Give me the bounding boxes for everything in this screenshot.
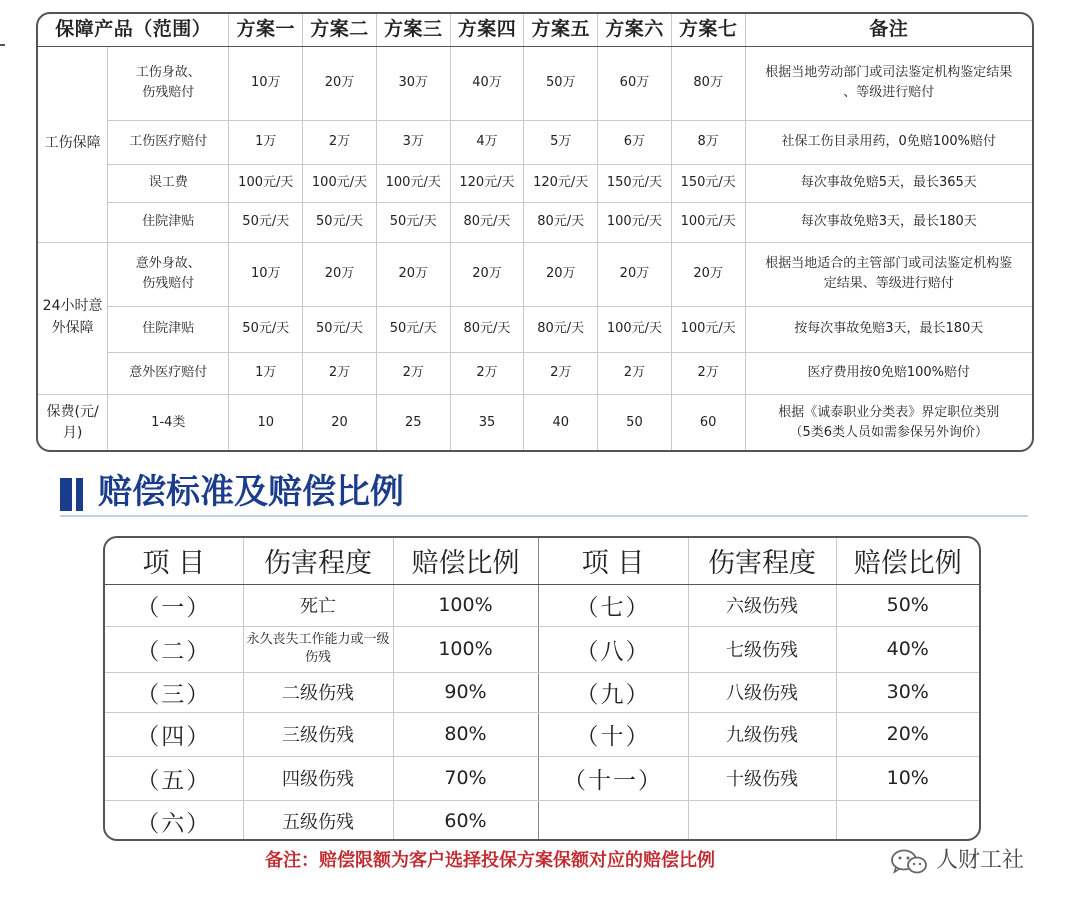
plan-value-cell: 150元/天 <box>671 164 745 202</box>
remark-line: 医疗费用按0免赔100%赔付 <box>807 364 970 380</box>
left-ratio-cell: 100% <box>393 626 538 672</box>
plan-value-cell: 80元/天 <box>524 202 598 242</box>
plan-value-cell: 20 <box>303 394 377 452</box>
header-remark: 备注 <box>745 14 1032 46</box>
corner-mark <box>0 44 5 46</box>
left-item-cell: （六） <box>105 800 243 841</box>
header-plan-6: 方案六 <box>598 14 672 46</box>
header-ratio: 赔偿比例 <box>393 538 538 584</box>
compensation-row <box>105 800 979 841</box>
coverage-item-cell <box>108 394 229 452</box>
coverage-item-line: 工伤医疗赔付 <box>129 133 208 149</box>
plan-value-cell: 100元/天 <box>598 306 672 352</box>
remark-cell <box>745 164 1032 202</box>
plan-value-cell: 50元/天 <box>303 202 377 242</box>
plan-value-cell: 50万 <box>524 46 598 120</box>
right-item-cell: （十一） <box>538 756 688 800</box>
left-severity-cell: 死亡 <box>243 584 393 626</box>
plan-value-cell: 5万 <box>524 120 598 164</box>
plan-value-cell: 20万 <box>450 242 524 306</box>
plan-value-cell: 40万 <box>450 46 524 120</box>
left-item-cell: （一） <box>105 584 243 626</box>
plan-value-cell: 10万 <box>229 46 303 120</box>
coverage-item-cell <box>108 46 229 120</box>
right-severity-cell <box>688 800 836 841</box>
coverage-item-line: 住院津贴 <box>142 320 195 336</box>
right-severity-cell: 十级伤残 <box>688 756 836 800</box>
plan-value-cell: 10 <box>229 394 303 452</box>
left-severity-cell: 二级伤残 <box>243 672 393 712</box>
plan-value-cell: 2万 <box>303 120 377 164</box>
right-ratio-cell: 50% <box>836 584 979 626</box>
left-ratio-cell: 60% <box>393 800 538 841</box>
plan-row <box>38 202 1032 242</box>
left-ratio-cell: 100% <box>393 584 538 626</box>
plan-value-cell: 3万 <box>376 120 450 164</box>
plan-value-cell: 120元/天 <box>450 164 524 202</box>
plan-value-cell: 80元/天 <box>450 202 524 242</box>
plan-value-cell: 2万 <box>450 352 524 394</box>
left-item-cell: （四） <box>105 712 243 756</box>
left-item-cell: （五） <box>105 756 243 800</box>
plan-value-cell: 40 <box>524 394 598 452</box>
footnote: 备注：赔偿限额为客户选择投保方案保额对应的赔偿比例 <box>265 850 715 871</box>
plan-value-cell: 100元/天 <box>671 306 745 352</box>
header-plan-1: 方案一 <box>229 14 303 46</box>
remark-cell <box>745 394 1032 452</box>
plan-header-row <box>38 14 1032 46</box>
coverage-item-line: 伤残赔付 <box>142 276 195 291</box>
plan-value-cell: 2万 <box>524 352 598 394</box>
plan-value-cell: 50 <box>598 394 672 452</box>
right-ratio-cell: 10% <box>836 756 979 800</box>
remark-cell <box>745 46 1032 120</box>
plan-value-cell: 1万 <box>229 120 303 164</box>
plan-value-cell: 100元/天 <box>598 202 672 242</box>
category-cell: 保费(元/月) <box>38 394 108 452</box>
coverage-item-line: 意外身故、 <box>135 255 201 271</box>
plan-value-cell: 60万 <box>598 46 672 120</box>
coverage-item-cell <box>108 242 229 306</box>
right-item-cell <box>538 800 688 841</box>
plan-value-cell: 50元/天 <box>229 306 303 352</box>
section-title: 赔偿标准及赔偿比例 <box>98 472 404 512</box>
remark-line: 定结果、等级进行赔付 <box>823 276 954 291</box>
plan-value-cell: 10万 <box>229 242 303 306</box>
left-severity-cell: 永久丧失工作能力或一级伤残 <box>243 626 393 672</box>
plan-row <box>38 394 1032 452</box>
header-ratio-right: 赔偿比例 <box>836 538 979 584</box>
compensation-table <box>105 538 979 841</box>
coverage-plan-table-frame <box>36 12 1034 452</box>
remark-line: 每次事故免赔3天，最长180天 <box>800 213 977 229</box>
plan-row <box>38 352 1032 394</box>
heading-accent-bar-thin <box>76 478 83 511</box>
remark-line: 社保工伤目录用药，0免赔100%赔付 <box>781 133 996 149</box>
heading-accent-bar <box>60 478 72 511</box>
compensation-row <box>105 584 979 626</box>
left-ratio-cell: 90% <box>393 672 538 712</box>
header-plan-5: 方案五 <box>524 14 598 46</box>
remark-cell <box>745 306 1032 352</box>
plan-value-cell: 6万 <box>598 120 672 164</box>
header-item-right: 项 目 <box>538 538 688 584</box>
compensation-row <box>105 672 979 712</box>
remark-line: 根据《诚泰职业分类表》界定职位类别 <box>778 405 1000 421</box>
remark-line: （5类6类人员如需参保另外询价） <box>789 425 989 441</box>
right-ratio-cell <box>836 800 979 841</box>
coverage-item-cell <box>108 202 229 242</box>
plan-value-cell: 80元/天 <box>450 306 524 352</box>
plan-value-cell: 20万 <box>303 46 377 120</box>
plan-value-cell: 50元/天 <box>376 306 450 352</box>
plan-value-cell: 2万 <box>671 352 745 394</box>
plan-value-cell: 150元/天 <box>598 164 672 202</box>
plan-value-cell: 80元/天 <box>524 306 598 352</box>
header-plan-7: 方案七 <box>671 14 745 46</box>
right-item-cell: （九） <box>538 672 688 712</box>
plan-value-cell: 8万 <box>671 120 745 164</box>
plan-value-cell: 80万 <box>671 46 745 120</box>
plan-value-cell: 50元/天 <box>229 202 303 242</box>
left-severity-cell: 四级伤残 <box>243 756 393 800</box>
category-cell: 24小时意外保障 <box>38 242 108 394</box>
plan-value-cell: 20万 <box>671 242 745 306</box>
plan-value-cell: 100元/天 <box>671 202 745 242</box>
plan-value-cell: 20万 <box>598 242 672 306</box>
compensation-row <box>105 756 979 800</box>
right-severity-cell: 六级伤残 <box>688 584 836 626</box>
plan-value-cell: 30万 <box>376 46 450 120</box>
header-plan-4: 方案四 <box>450 14 524 46</box>
right-severity-cell: 八级伤残 <box>688 672 836 712</box>
plan-value-cell: 50元/天 <box>303 306 377 352</box>
plan-row <box>38 306 1032 352</box>
right-severity-cell: 七级伤残 <box>688 626 836 672</box>
header-severity: 伤害程度 <box>243 538 393 584</box>
remark-line: 根据当地劳动部门或司法鉴定机构鉴定结果 <box>765 64 1013 80</box>
plan-value-cell: 120元/天 <box>524 164 598 202</box>
left-ratio-cell: 80% <box>393 712 538 756</box>
category-cell: 工伤保障 <box>38 46 108 242</box>
plan-value-cell: 50元/天 <box>376 202 450 242</box>
coverage-plan-table <box>38 14 1032 452</box>
compensation-row <box>105 626 979 672</box>
right-item-cell: （七） <box>538 584 688 626</box>
plan-value-cell: 100元/天 <box>303 164 377 202</box>
coverage-item-cell <box>108 120 229 164</box>
remark-cell <box>745 120 1032 164</box>
coverage-item-line: 伤残赔付 <box>142 85 195 100</box>
coverage-item-line: 1-4类 <box>151 415 186 431</box>
left-item-cell: （三） <box>105 672 243 712</box>
left-severity-cell: 五级伤残 <box>243 800 393 841</box>
remark-cell <box>745 242 1032 306</box>
coverage-item-line: 工伤身故、 <box>135 64 201 80</box>
right-severity-cell: 九级伤残 <box>688 712 836 756</box>
left-item-cell: （二） <box>105 626 243 672</box>
plan-value-cell: 100元/天 <box>229 164 303 202</box>
plan-value-cell: 100元/天 <box>376 164 450 202</box>
plan-value-cell: 25 <box>376 394 450 452</box>
coverage-item-line: 意外医疗赔付 <box>129 364 208 380</box>
header-coverage-scope: 保障产品（范围） <box>38 14 229 46</box>
plan-row <box>38 164 1032 202</box>
header-plan-3: 方案三 <box>376 14 450 46</box>
plan-value-cell: 20万 <box>376 242 450 306</box>
coverage-item-cell <box>108 164 229 202</box>
header-severity-right: 伤害程度 <box>688 538 836 584</box>
right-ratio-cell: 40% <box>836 626 979 672</box>
right-ratio-cell: 30% <box>836 672 979 712</box>
brand-name: 人财工社 <box>936 848 1025 873</box>
coverage-item-line: 住院津贴 <box>142 213 195 229</box>
section-divider <box>60 515 1028 517</box>
remark-line: 每次事故免赔5天，最长365天 <box>800 174 977 190</box>
right-ratio-cell: 20% <box>836 712 979 756</box>
remark-cell <box>745 202 1032 242</box>
plan-value-cell: 35 <box>450 394 524 452</box>
compensation-table-frame <box>103 536 981 841</box>
compensation-row <box>105 712 979 756</box>
plan-value-cell: 2万 <box>303 352 377 394</box>
header-plan-2: 方案二 <box>303 14 377 46</box>
wechat-icon <box>890 849 928 879</box>
left-severity-cell: 三级伤残 <box>243 712 393 756</box>
plan-value-cell: 2万 <box>598 352 672 394</box>
plan-value-cell: 4万 <box>450 120 524 164</box>
plan-value-cell: 20万 <box>524 242 598 306</box>
remark-line: 、等级进行赔付 <box>843 85 935 100</box>
plan-value-cell: 60 <box>671 394 745 452</box>
plan-row <box>38 46 1032 120</box>
left-ratio-cell: 70% <box>393 756 538 800</box>
right-item-cell: （十） <box>538 712 688 756</box>
plan-row <box>38 242 1032 306</box>
compensation-header-row <box>105 538 979 584</box>
plan-value-cell: 20万 <box>303 242 377 306</box>
remark-cell <box>745 352 1032 394</box>
plan-row <box>38 120 1032 164</box>
coverage-item-cell <box>108 306 229 352</box>
coverage-item-cell <box>108 352 229 394</box>
coverage-item-line: 误工费 <box>148 174 188 190</box>
remark-line: 根据当地适合的主管部门或司法鉴定机构鉴 <box>765 255 1013 271</box>
plan-value-cell: 2万 <box>376 352 450 394</box>
plan-value-cell: 1万 <box>229 352 303 394</box>
header-item: 项 目 <box>105 538 243 584</box>
remark-line: 按每次事故免赔3天，最长180天 <box>794 320 984 336</box>
right-item-cell: （八） <box>538 626 688 672</box>
